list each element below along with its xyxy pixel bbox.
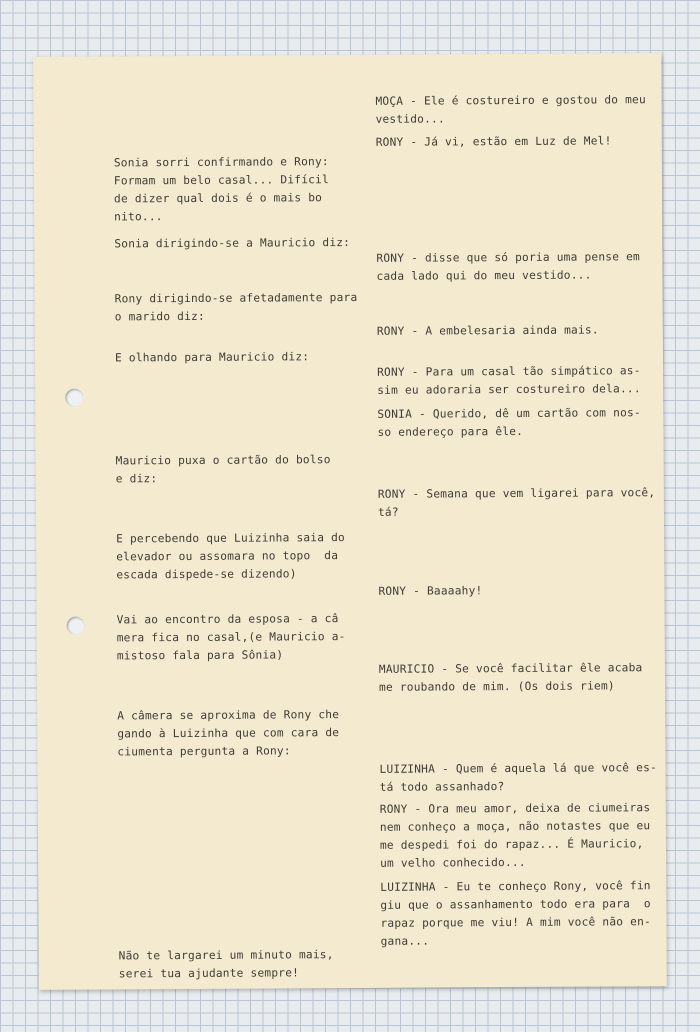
- direction-line: Não te largarei um minuto mais,: [118, 948, 334, 963]
- direction-line: o marido diz:: [114, 309, 205, 324]
- dialogue-line: MAURICIO - Se você facilitar êle acaba: [378, 661, 643, 676]
- direction-line: Sonia sorri confirmando e Rony:: [113, 155, 329, 170]
- direction-line: Vai ao encontro da esposa - a câ: [116, 612, 339, 627]
- dialogue-line: MOÇA - Ele é costureiro e gostou do meu: [375, 93, 646, 108]
- dialogue-line: RONY - Semana que vem ligarei para você,: [377, 486, 656, 501]
- direction-line: e diz:: [115, 472, 158, 486]
- direction-line: Rony dirigindo-se afetadamente para: [114, 290, 358, 306]
- dialogue-line: RONY - A embelesaria ainda mais.: [376, 323, 599, 338]
- dialogue-line: tá?: [377, 505, 399, 519]
- dialogue-line: tá todo assanhado?: [379, 780, 505, 794]
- dialogue-line: SONIA - Querido, dê um cartão com nos-: [377, 406, 641, 421]
- dialogue-line: LUIZINHA - Eu te conheço Rony, você fin: [380, 879, 651, 894]
- direction-line: Formam um belo casal... Difícil: [113, 173, 329, 188]
- dialogue-line: sim eu adoraria ser costureiro dela...: [377, 382, 641, 397]
- dialogue-line: RONY - Ora meu amor, deixa de ciumeiras: [379, 801, 651, 816]
- dialogue-line: me roubando de mim. (Os dois riem): [378, 679, 615, 694]
- dialogue-line: cada lado qui do meu vestido...: [376, 268, 592, 283]
- direction-line: escada dispede-se dizendo): [116, 567, 297, 582]
- direction-line: gando à Luizinha que com cara de: [117, 726, 340, 741]
- dialogue-line: vestido...: [375, 112, 445, 126]
- direction-line: mera fica no casal,(e Mauricio a-: [116, 630, 346, 645]
- dialogue-line: giu que o assanhamento todo era para o: [380, 897, 651, 912]
- binder-hole-top: [65, 389, 83, 407]
- dialogue-line: um velho conhecido...: [380, 855, 526, 870]
- dialogue-line: LUIZINHA - Quem é aquela lá que você es-: [379, 761, 657, 776]
- direction-line: E olhando para Mauricio diz:: [114, 350, 310, 365]
- direction-line: serei tua ajudante sempre!: [118, 966, 300, 981]
- direction-line: Sonia dirigindo-se a Mauricio diz:: [114, 235, 351, 251]
- direction-line: mistoso fala para Sônia): [116, 648, 284, 663]
- dialogue-line: me despedi foi do rapaz... É Mauricio,: [379, 837, 644, 852]
- direction-line: nito...: [114, 210, 163, 224]
- dialogue-line: RONY - Já vi, estão em Luz de Mel!: [375, 134, 612, 149]
- direction-line: Mauricio puxa o cartão do bolso: [115, 453, 331, 468]
- dialogue-line: RONY - disse que só poria uma pense em: [376, 250, 640, 265]
- direction-line: ciumenta pergunta a Rony:: [117, 744, 291, 759]
- dialogue-line: RONY - Para um casal tão simpático as-: [377, 364, 641, 379]
- dialogue-line: RONY - Baaaahy!: [378, 584, 483, 598]
- typewritten-page: [33, 53, 667, 990]
- direction-line: A câmera se aproxima de Rony che: [117, 708, 340, 723]
- direction-line: de dizer qual dois é o mais bo: [113, 191, 323, 206]
- dialogue-line: gana...: [380, 934, 430, 948]
- dialogue-line: rapaz porque me viu! A mim você não en-: [380, 915, 651, 930]
- binder-hole-bottom: [67, 617, 85, 635]
- dialogue-line: so endereço para êle.: [377, 424, 524, 439]
- dialogue-line: nem conheço a moça, não notastes que eu: [379, 819, 651, 834]
- direction-line: E percebendo que Luizinha saia do: [116, 531, 346, 546]
- direction-line: elevador ou assomara no topo da: [116, 549, 339, 564]
